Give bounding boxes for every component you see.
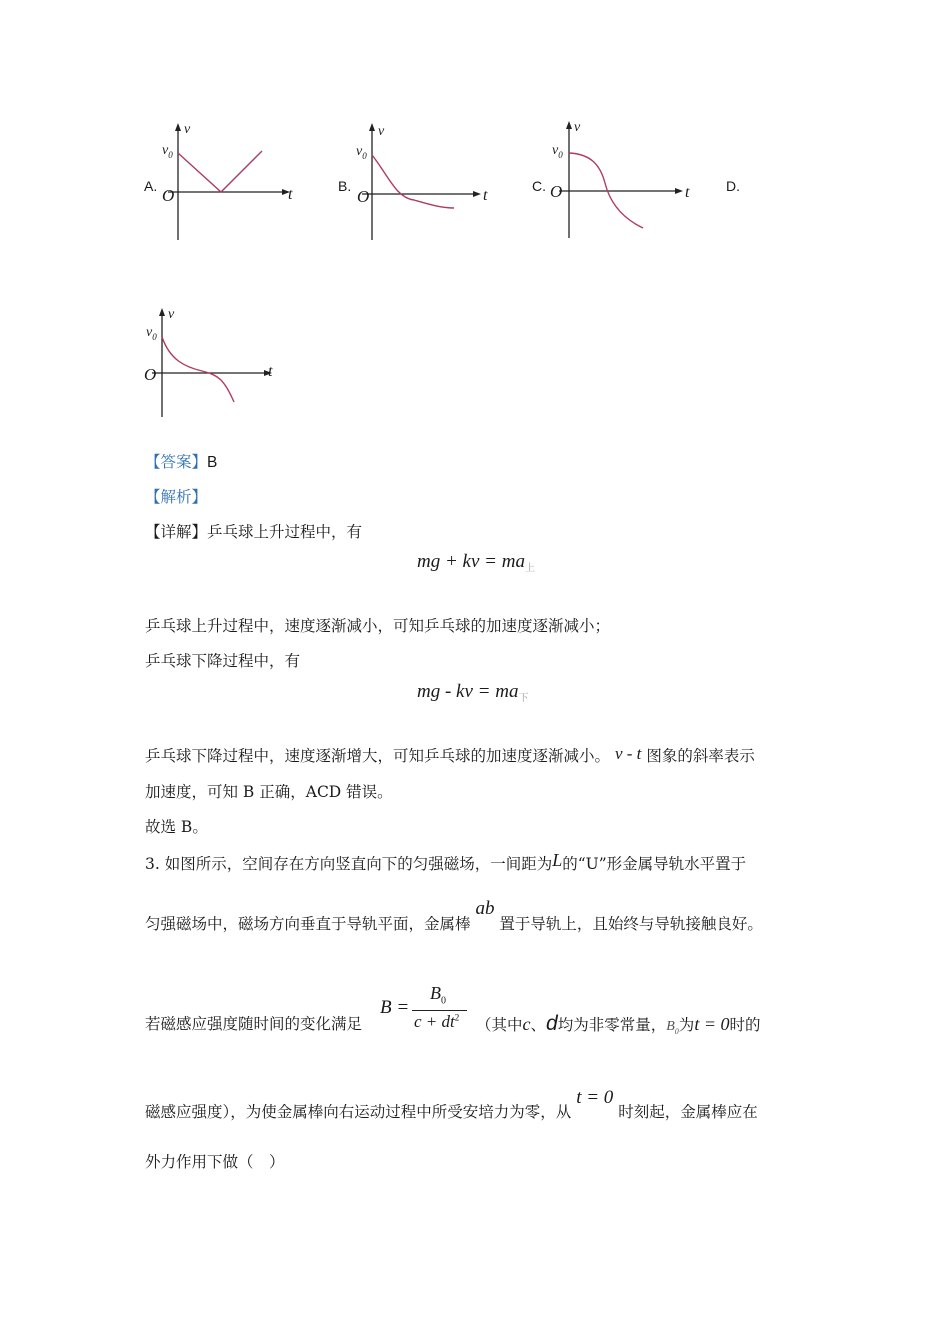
t-zero-raised: t = 0	[576, 1087, 614, 1108]
answer-tag: 【答案】	[145, 453, 208, 471]
graph-a-v-axis: v	[184, 122, 191, 137]
answer-value: B	[207, 454, 218, 471]
option-b-label: B.	[338, 178, 352, 194]
analysis-tag: 【解析】	[145, 488, 208, 506]
graph-c-v-axis: v	[574, 120, 581, 135]
detail-tag: 【详解】	[145, 523, 208, 541]
detail-line-4: 乒乓球下降过程中，速度逐渐增大，可知乒乓球的加速度逐渐减小。 v - t 图象的斜率表示	[145, 744, 755, 765]
equation-up: mg + kv = $ma_上$	[417, 551, 535, 574]
q3-line-2: 匀强磁场中，磁场方向垂直于导轨平面，金属棒 ab 置于导轨上，且始终与导轨接触良好。	[145, 898, 763, 933]
graph-b-v0: $v_0$	[356, 144, 367, 161]
graph-d-v0: $v_0$	[146, 325, 157, 342]
equation-down: mg - kv = $ma_下$	[417, 681, 529, 704]
graph-a-origin: O	[162, 186, 175, 205]
answer-line	[145, 450, 217, 472]
graph-c-v0: $v_0$	[552, 143, 563, 160]
graph-a-t-axis: t	[288, 186, 293, 203]
graph-b-origin: O	[357, 187, 370, 206]
detail-intro: 乒乓球上升过程中，有	[207, 523, 363, 541]
graph-a-curve	[178, 151, 262, 192]
option-d-label: D.	[726, 178, 740, 194]
detail-line-2: 乒乓球上升过程中，速度逐渐减小，可知乒乓球的加速度逐渐减小；	[145, 617, 611, 635]
graph-b-svg	[336, 120, 506, 250]
detail-line-3: 乒乓球下降过程中，有	[145, 652, 301, 670]
q3-line-1: 3. 如图所示，空间存在方向竖直向下的匀强磁场，一间距为L的“U”形金属导轨水平置于	[145, 850, 747, 873]
ab-symbol: ab	[475, 898, 495, 919]
detail-line-6: 故选 B。	[145, 818, 208, 836]
graph-option-d	[140, 305, 290, 425]
option-a-label: A.	[144, 178, 158, 194]
graph-b-v-axis: v	[378, 124, 385, 139]
graph-b-t-axis: t	[483, 187, 488, 204]
graph-d-curve	[162, 337, 234, 402]
detail-line-5: 加速度，可知 B 正确，ACD 错误。	[145, 783, 393, 801]
q3-line-3-rest: （其中c、d均为非零常量，$B_0$为t = 0时的	[476, 1012, 761, 1036]
graph-c-t-axis: t	[685, 184, 690, 201]
formula-b: B = $B_0$ $c + dt^2$	[380, 983, 480, 1043]
graph-option-a	[140, 120, 310, 250]
graph-a-svg	[140, 120, 310, 250]
v-t-math: v - t	[614, 744, 642, 763]
detail-intro-line	[145, 520, 362, 542]
graph-d-t-axis: t	[268, 363, 273, 380]
graph-b-curve	[372, 155, 454, 208]
q3-line-3: 若磁感应强度随时间的变化满足	[145, 1015, 363, 1033]
graph-d-origin: O	[144, 365, 157, 384]
graph-c-origin: O	[550, 182, 563, 201]
graph-option-c	[530, 118, 700, 248]
q3-line-4: 磁感应强度），为使金属棒向右运动过程中所受安培力为零，从 t = 0 时刻起，金属棒应在	[145, 1087, 758, 1121]
graph-d-v-axis: v	[168, 307, 175, 322]
graph-option-b	[336, 120, 506, 250]
option-c-label: C.	[532, 178, 546, 194]
q3-line-5: 外力作用下做（ ）	[145, 1153, 285, 1171]
graph-a-v0: $v_0$	[162, 143, 173, 160]
